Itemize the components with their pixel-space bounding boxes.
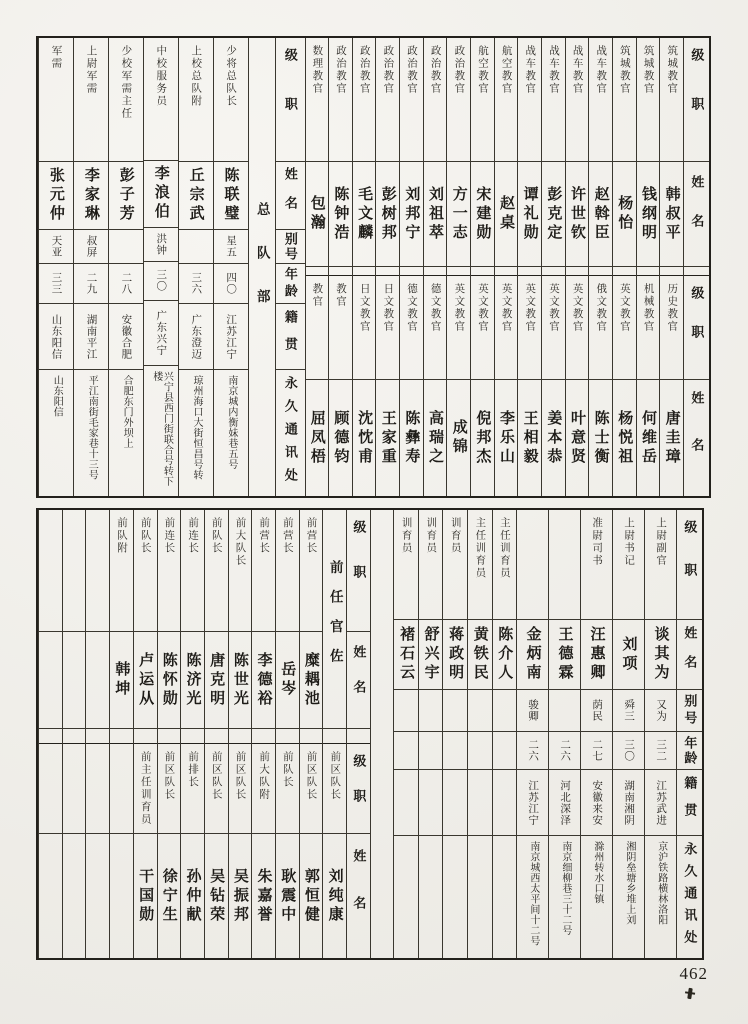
alias: 舜三 <box>623 699 636 722</box>
person-column <box>636 38 660 496</box>
person-column <box>157 510 181 958</box>
group-label-zongduibu: 总队部 <box>254 201 270 333</box>
tier-divider <box>181 728 204 744</box>
instructor-columns-group <box>305 38 683 496</box>
rank-title: 少将总队长 <box>225 45 238 108</box>
person-name: 舒兴宇 <box>422 626 440 683</box>
person-name: 王相毅 <box>521 409 539 467</box>
person-column <box>251 510 275 958</box>
person-column <box>541 38 565 496</box>
tier-divider <box>589 266 612 276</box>
rank-title: 前连长 <box>187 517 200 555</box>
person-column <box>659 38 683 496</box>
tier-divider <box>306 266 329 276</box>
rank-title: 前区队长 <box>234 751 247 801</box>
rank-title: 前大队长 <box>234 517 247 567</box>
rank-title: 准尉司书 <box>591 517 604 567</box>
address: 滁州转水口镇 <box>591 841 603 904</box>
person-name: 方一志 <box>450 185 468 243</box>
row-header-name: 姓名 <box>351 645 367 715</box>
rank-title: 历史教官 <box>666 283 679 333</box>
rank-title: 前大队附 <box>258 751 271 801</box>
person-name: 徐宁生 <box>160 867 178 925</box>
person-name: 高瑞之 <box>427 409 445 467</box>
rank-title: 数理教官 <box>311 45 324 95</box>
person-column <box>73 38 108 496</box>
address: 兴宁县西门街联合号转下楼 <box>150 371 173 487</box>
rank-title: 筑城教官 <box>618 45 631 95</box>
person-name: 赵斡臣 <box>592 185 610 243</box>
person-name: 褚石云 <box>398 626 416 683</box>
person-column <box>644 510 676 958</box>
rank-title: 英文教官 <box>618 283 631 333</box>
group-label-qianren-guanzuo: 前任官佐 <box>327 560 343 678</box>
tier-divider <box>566 266 589 276</box>
person-name: 陈钟浩 <box>332 185 350 243</box>
row-header-age: 年龄 <box>282 266 298 301</box>
zongduibu-table <box>36 36 711 498</box>
person-name: 包瀚 <box>308 195 326 233</box>
rank-title: 前连长 <box>163 517 176 555</box>
tier-divider <box>134 728 157 744</box>
person-name: 陈联璧 <box>222 167 240 224</box>
person-name: 杨怡 <box>616 195 634 233</box>
tier-divider <box>300 728 323 744</box>
native-place: 安徽来安 <box>591 779 604 826</box>
rank-title: 上尉军需 <box>85 45 98 95</box>
person-name: 韩坤 <box>113 661 131 699</box>
person-name: 成锦 <box>450 419 468 457</box>
native-place: 江苏江宁 <box>225 313 238 360</box>
age: 三六 <box>190 272 203 295</box>
person-name: 岳岑 <box>279 661 297 699</box>
person-column <box>492 510 517 958</box>
full-header-column-bottom <box>676 510 702 958</box>
rank-title: 前排长 <box>187 751 200 789</box>
rank-title: 前区队长 <box>329 751 342 801</box>
address: 琼州海口大街恒昌号转 <box>190 375 202 480</box>
person-name: 郭恒健 <box>302 867 320 925</box>
person-name: 耿震中 <box>279 867 297 925</box>
person-name: 李德裕 <box>255 651 273 709</box>
person-name: 叶意贤 <box>568 409 586 467</box>
person-name: 唐克明 <box>208 651 226 709</box>
tier-divider <box>376 266 399 276</box>
address: 京沪铁路横林洛阳 <box>655 841 667 925</box>
person-column <box>109 510 133 958</box>
age: 三二 <box>655 739 668 762</box>
rank-title: 前队附 <box>116 517 129 555</box>
row-header-rank: 级职 <box>689 286 705 364</box>
alias: 洪钟 <box>155 232 168 256</box>
group-label-column-zongduibu <box>248 38 275 496</box>
person-column <box>548 510 580 958</box>
person-column <box>393 510 418 958</box>
rank-title: 前营长 <box>281 517 294 555</box>
tier-divider <box>110 728 133 744</box>
person-name: 唐圭璋 <box>663 409 681 467</box>
qianren-table <box>36 508 704 960</box>
row-header-name: 姓名 <box>682 625 698 684</box>
person-column <box>494 38 518 496</box>
tier-divider <box>353 266 376 276</box>
person-name: 彭子芳 <box>117 167 135 224</box>
row-header-rank: 级职 <box>682 520 698 606</box>
person-column <box>180 510 204 958</box>
rank-title: 战车教官 <box>524 45 537 95</box>
person-name: 毛文麟 <box>356 185 374 243</box>
person-name: 顾德钧 <box>332 409 350 467</box>
tier-divider <box>276 728 299 744</box>
person-column <box>375 38 399 496</box>
person-column <box>322 510 346 958</box>
age: 三〇 <box>155 269 168 293</box>
rank-title: 前队长 <box>281 751 294 789</box>
rank-title: 主任训育员 <box>474 517 487 580</box>
address: 湘阴垒塘乡堆上刘 <box>623 841 635 925</box>
native-place: 河北深泽 <box>559 779 572 826</box>
person-column <box>178 38 213 496</box>
full-header-column-top <box>275 38 305 496</box>
person-name: 丘宗武 <box>187 167 205 224</box>
rank-title: 政治教官 <box>406 45 419 95</box>
row-header-name: 姓名 <box>282 166 298 225</box>
alias: 叔屏 <box>85 235 98 258</box>
person-name: 李家琳 <box>82 167 100 224</box>
address: 南京细柳巷三十二号 <box>559 841 571 936</box>
rank-title: 政治教官 <box>382 45 395 95</box>
person-column <box>580 510 612 958</box>
rank-title: 前营长 <box>305 517 318 555</box>
tier-divider <box>447 266 470 276</box>
row-header-native: 籍贯 <box>682 775 698 830</box>
rank-title: 政治教官 <box>335 45 348 95</box>
native-place: 安徽合肥 <box>120 313 133 360</box>
person-name: 杨悦祖 <box>616 409 634 467</box>
person-column <box>38 510 62 958</box>
person-column <box>467 510 492 958</box>
row-header-rank: 级职 <box>351 520 367 610</box>
person-column <box>442 510 467 958</box>
tier-divider <box>158 728 181 744</box>
person-column <box>228 510 252 958</box>
person-column <box>352 38 376 496</box>
person-name: 赵桌 <box>498 195 516 233</box>
rank-title: 航空教官 <box>500 45 513 95</box>
row-header-native: 籍贯 <box>282 309 298 364</box>
rank-title: 英文教官 <box>571 283 584 333</box>
tier-divider <box>205 728 228 744</box>
rank-title: 日文教官 <box>358 283 371 333</box>
person-column <box>38 38 73 496</box>
tier-divider <box>684 266 709 276</box>
person-name: 金炳南 <box>524 626 542 683</box>
tier-divider <box>542 266 565 276</box>
age: 二六 <box>527 739 540 762</box>
tier-divider <box>39 728 62 744</box>
row-header-rank: 级职 <box>351 754 367 824</box>
rank-title: 英文教官 <box>500 283 513 333</box>
rank-title: 军需 <box>50 45 63 70</box>
age: 三〇 <box>623 739 636 762</box>
native-place: 广东澄迈 <box>190 313 203 360</box>
person-name: 王家重 <box>379 409 397 467</box>
person-column <box>213 38 248 496</box>
rank-title: 前区队长 <box>305 751 318 801</box>
tier-divider <box>495 266 518 276</box>
age: 二八 <box>120 272 133 295</box>
person-name: 许世钦 <box>568 185 586 243</box>
person-name: 糜耦池 <box>302 651 320 709</box>
native-place: 广东兴宁 <box>155 310 168 357</box>
address: 南京城西太平间十二号 <box>527 841 539 946</box>
native-place: 江苏江宁 <box>527 779 540 826</box>
rank-title: 英文教官 <box>547 283 560 333</box>
rank-title: 筑城教官 <box>666 45 679 95</box>
rank-title: 前队长 <box>139 517 152 555</box>
row-header-name: 姓名 <box>689 391 705 485</box>
rank-title: 前队长 <box>210 517 223 555</box>
row-header-rank: 级职 <box>282 48 298 146</box>
rank-title: 教官 <box>335 283 348 308</box>
person-name: 陈介人 <box>496 626 514 683</box>
person-column <box>423 38 447 496</box>
person-column <box>446 38 470 496</box>
address: 南京城内衡妹巷五号 <box>225 375 237 470</box>
rank-title: 英文教官 <box>453 283 466 333</box>
age: 三三 <box>50 272 63 295</box>
person-column <box>418 510 443 958</box>
person-name: 屈凤梧 <box>308 409 326 467</box>
age: 四〇 <box>225 272 238 295</box>
tier-divider <box>518 266 541 276</box>
person-name: 汪惠卿 <box>588 626 606 683</box>
address: 平江南街毛家巷十三号 <box>86 375 98 480</box>
rank-title: 德文教官 <box>429 283 442 333</box>
person-name: 何维岳 <box>639 409 657 467</box>
person-column <box>565 38 589 496</box>
person-name: 韩叔平 <box>663 185 681 243</box>
rank-title: 英文教官 <box>476 283 489 333</box>
rank-title: 少校军需主任 <box>120 45 133 120</box>
staff-columns-group <box>370 510 676 958</box>
row-header-age: 年龄 <box>682 735 698 766</box>
tier-divider <box>637 266 660 276</box>
rank-title: 中校服务员 <box>155 45 168 108</box>
page-number: 462 <box>679 964 708 983</box>
tier-divider <box>424 266 447 276</box>
alias: 荫民 <box>591 699 604 722</box>
tier-divider <box>660 266 683 276</box>
person-column <box>612 510 644 958</box>
rank-title: 前区队长 <box>163 751 176 801</box>
person-name: 孙仲献 <box>184 867 202 925</box>
rank-title: 前营长 <box>258 517 271 555</box>
row-header-alias: 别号 <box>682 693 698 728</box>
person-name: 吴钻荣 <box>208 867 226 925</box>
native-place: 山东阳信 <box>50 313 63 360</box>
person-column <box>517 38 541 496</box>
address: 山东阳信 <box>51 375 63 417</box>
rank-title: 俄文教官 <box>595 283 608 333</box>
person-name: 卢运从 <box>137 651 155 709</box>
rank-title: 训育员 <box>449 517 462 555</box>
person-column <box>516 510 548 958</box>
rank-title: 政治教官 <box>429 45 442 95</box>
row-header-name: 姓名 <box>689 175 705 253</box>
former-officer-columns-group <box>38 510 346 958</box>
person-name: 李乐山 <box>498 409 516 467</box>
native-place: 湖南湘阴 <box>623 779 636 826</box>
rank-title: 机械教官 <box>642 283 655 333</box>
rank-title: 教官 <box>311 283 324 308</box>
person-column <box>470 38 494 496</box>
person-name: 钱纲明 <box>639 185 657 243</box>
person-name: 谈其为 <box>652 626 670 683</box>
person-name: 蒋政明 <box>447 626 465 683</box>
row-header-address: 永久通讯处 <box>282 375 298 491</box>
person-column <box>612 38 636 496</box>
rank-title: 训育员 <box>400 517 413 555</box>
person-name: 宋建勋 <box>474 185 492 243</box>
officer-columns-group <box>38 38 248 496</box>
person-name: 吴振邦 <box>231 867 249 925</box>
tier-header-column-bottom <box>346 510 370 958</box>
tier-header-column-right <box>683 38 709 496</box>
person-name: 朱嘉誉 <box>255 867 273 925</box>
alias: 骏卿 <box>527 699 540 722</box>
rank-title: 前主任训育员 <box>139 751 152 826</box>
tier-divider <box>400 266 423 276</box>
age: 二九 <box>85 272 98 295</box>
rank-title: 德文教官 <box>406 283 419 333</box>
person-name: 彭克定 <box>545 185 563 243</box>
tier-divider <box>252 728 275 744</box>
person-name: 黄铁民 <box>471 626 489 683</box>
ink-mark <box>687 988 692 999</box>
address: 合肥东门外坝上 <box>121 375 133 449</box>
person-name: 姜本恭 <box>545 409 563 467</box>
person-name: 陈士衡 <box>592 409 610 467</box>
rank-title: 英文教官 <box>524 283 537 333</box>
rank-title: 战车教官 <box>571 45 584 95</box>
tier-divider <box>323 728 346 744</box>
person-column <box>143 38 178 496</box>
tier-divider <box>471 266 494 276</box>
person-name: 陈济光 <box>184 651 202 709</box>
rank-title: 上尉书记 <box>623 517 636 567</box>
rank-title: 航空教官 <box>476 45 489 95</box>
tier-divider <box>329 266 352 276</box>
empty-column <box>370 510 393 958</box>
row-header-alias: 别号 <box>282 231 298 262</box>
rank-title: 战车教官 <box>595 45 608 95</box>
person-name: 沈忱甫 <box>356 409 374 467</box>
row-header-name: 姓名 <box>351 849 367 943</box>
person-name: 张元仲 <box>47 167 65 224</box>
person-column <box>108 38 143 496</box>
tier-divider <box>613 266 636 276</box>
rank-title: 政治教官 <box>358 45 371 95</box>
person-column <box>133 510 157 958</box>
person-name: 刘项 <box>620 635 638 674</box>
person-name: 刘祖萃 <box>427 185 445 243</box>
person-column <box>204 510 228 958</box>
rank-title: 上校总队附 <box>190 45 203 108</box>
person-name: 陈世光 <box>231 651 249 709</box>
person-name: 刘邦宁 <box>403 185 421 243</box>
age: 二六 <box>559 739 572 762</box>
rank-title: 训育员 <box>425 517 438 555</box>
person-name: 陈彝寿 <box>403 409 421 467</box>
person-column <box>399 38 423 496</box>
alias: 星五 <box>225 235 238 258</box>
person-column <box>299 510 323 958</box>
rank-title: 战车教官 <box>547 45 560 95</box>
person-name: 彭树邦 <box>379 185 397 243</box>
person-column <box>275 510 299 958</box>
row-header-address: 永久通讯处 <box>682 842 698 952</box>
tier-divider <box>229 728 252 744</box>
person-column <box>328 38 352 496</box>
person-name: 干国勋 <box>137 867 155 925</box>
alias: 天亚 <box>50 235 63 258</box>
rank-title: 上尉副官 <box>655 517 668 567</box>
person-name: 李浪伯 <box>152 165 170 223</box>
rank-title: 政治教官 <box>453 45 466 95</box>
tier-divider <box>347 728 370 744</box>
row-header-rank: 级职 <box>689 48 705 146</box>
person-column <box>305 38 329 496</box>
tier-divider <box>63 728 86 744</box>
person-name: 刘纯康 <box>326 867 344 925</box>
person-column <box>588 38 612 496</box>
tier-divider <box>86 728 109 744</box>
person-column <box>62 510 86 958</box>
rank-title: 前区队长 <box>210 751 223 801</box>
person-name: 陈怀勋 <box>160 651 178 709</box>
person-name: 谭礼勋 <box>521 185 539 243</box>
person-column <box>85 510 109 958</box>
rank-title: 筑城教官 <box>642 45 655 95</box>
person-name: 王德霖 <box>556 626 574 683</box>
person-name: 倪邦杰 <box>474 409 492 467</box>
alias: 又为 <box>655 699 668 722</box>
rank-title: 主任训育员 <box>498 517 511 580</box>
age: 二七 <box>591 739 604 762</box>
rank-title: 日文教官 <box>382 283 395 333</box>
native-place: 江苏武进 <box>655 779 668 826</box>
native-place: 湖南平江 <box>85 313 98 360</box>
